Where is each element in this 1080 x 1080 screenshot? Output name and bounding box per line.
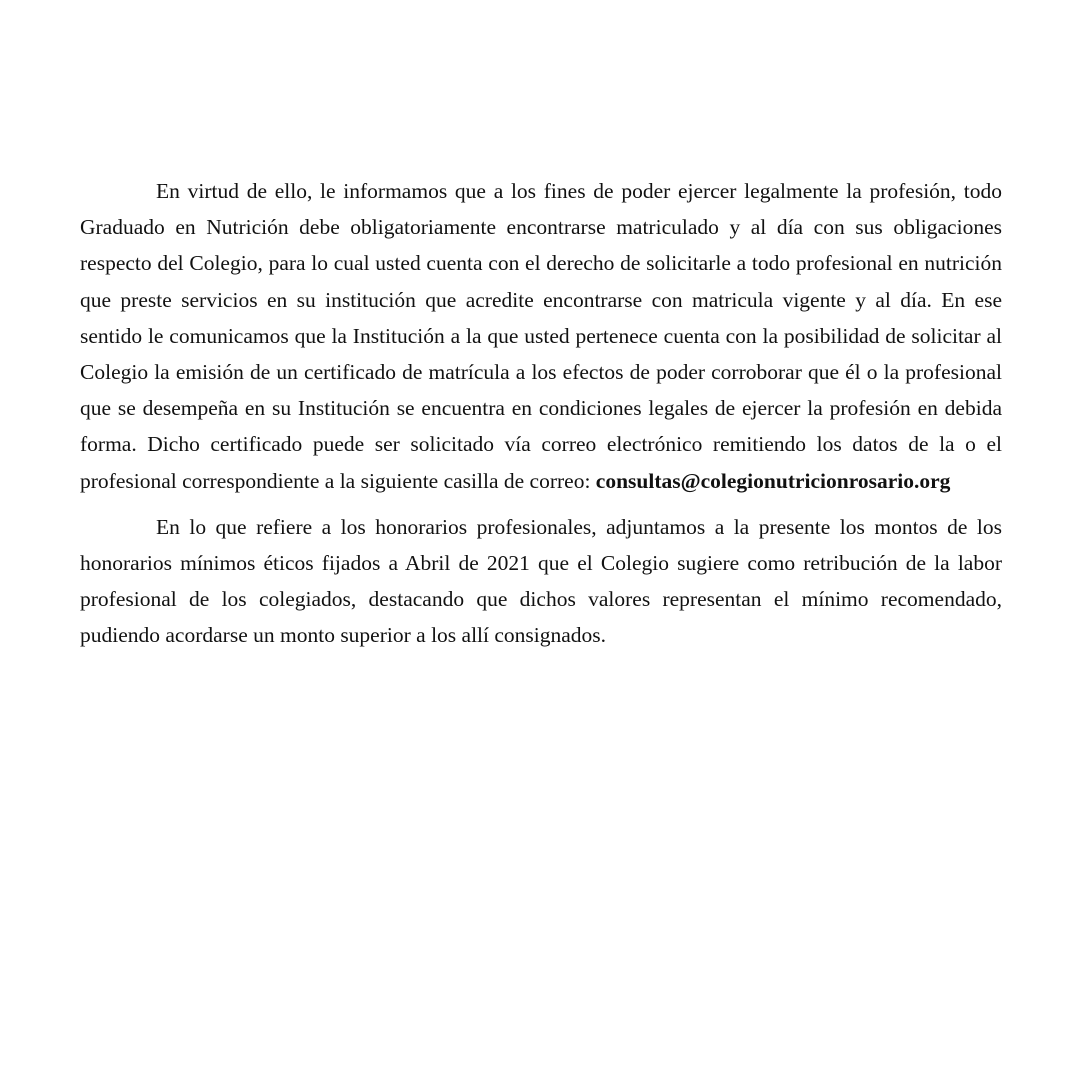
contact-email: consultas@colegionutricionrosario.org <box>595 468 951 493</box>
paragraph-fees <box>80 509 1002 654</box>
document-body <box>80 173 1002 654</box>
paragraph-fees-text: En lo que refiere a los honorarios profesionales, adjuntamos a la presente los montos de los honorarios mínimos éticos fijados a Abril de 2021 que el Colegio sugiere como retribución de la labor profesional de los colegiados, destacando que dichos valores representan el mínimo recomendado, pudiendo acordarse un monto superior a los allí consignados. <box>80 514 1002 648</box>
paragraph-registration-text: En virtud de ello, le informamos que a los fines de poder ejercer legalmente la profesión, todo Graduado en Nutrición debe obligatoriamente encontrarse matriculado y al día con sus obligaciones respecto del Colegio, para lo cual usted cuenta con el derecho de solicitarle a todo profesional en nutrición que preste servicios en su institución que acredite encontrarse con matricula vigente y al día. En ese sentido le comunicamos que la Institución a la que usted pertenece cuenta con la posibilidad de solicitar al Colegio la emisión de un certificado de matrícula a los efectos de poder corroborar que él o la profesional que se desempeña en su Institución se encuentra en condiciones legales de ejercer la profesión en debida forma. Dicho certificado puede ser solicitado vía correo electrónico remitiendo los datos de la o el profesional correspondiente a la siguiente casilla de correo: <box>80 179 1002 493</box>
paragraph-registration <box>80 173 1002 499</box>
